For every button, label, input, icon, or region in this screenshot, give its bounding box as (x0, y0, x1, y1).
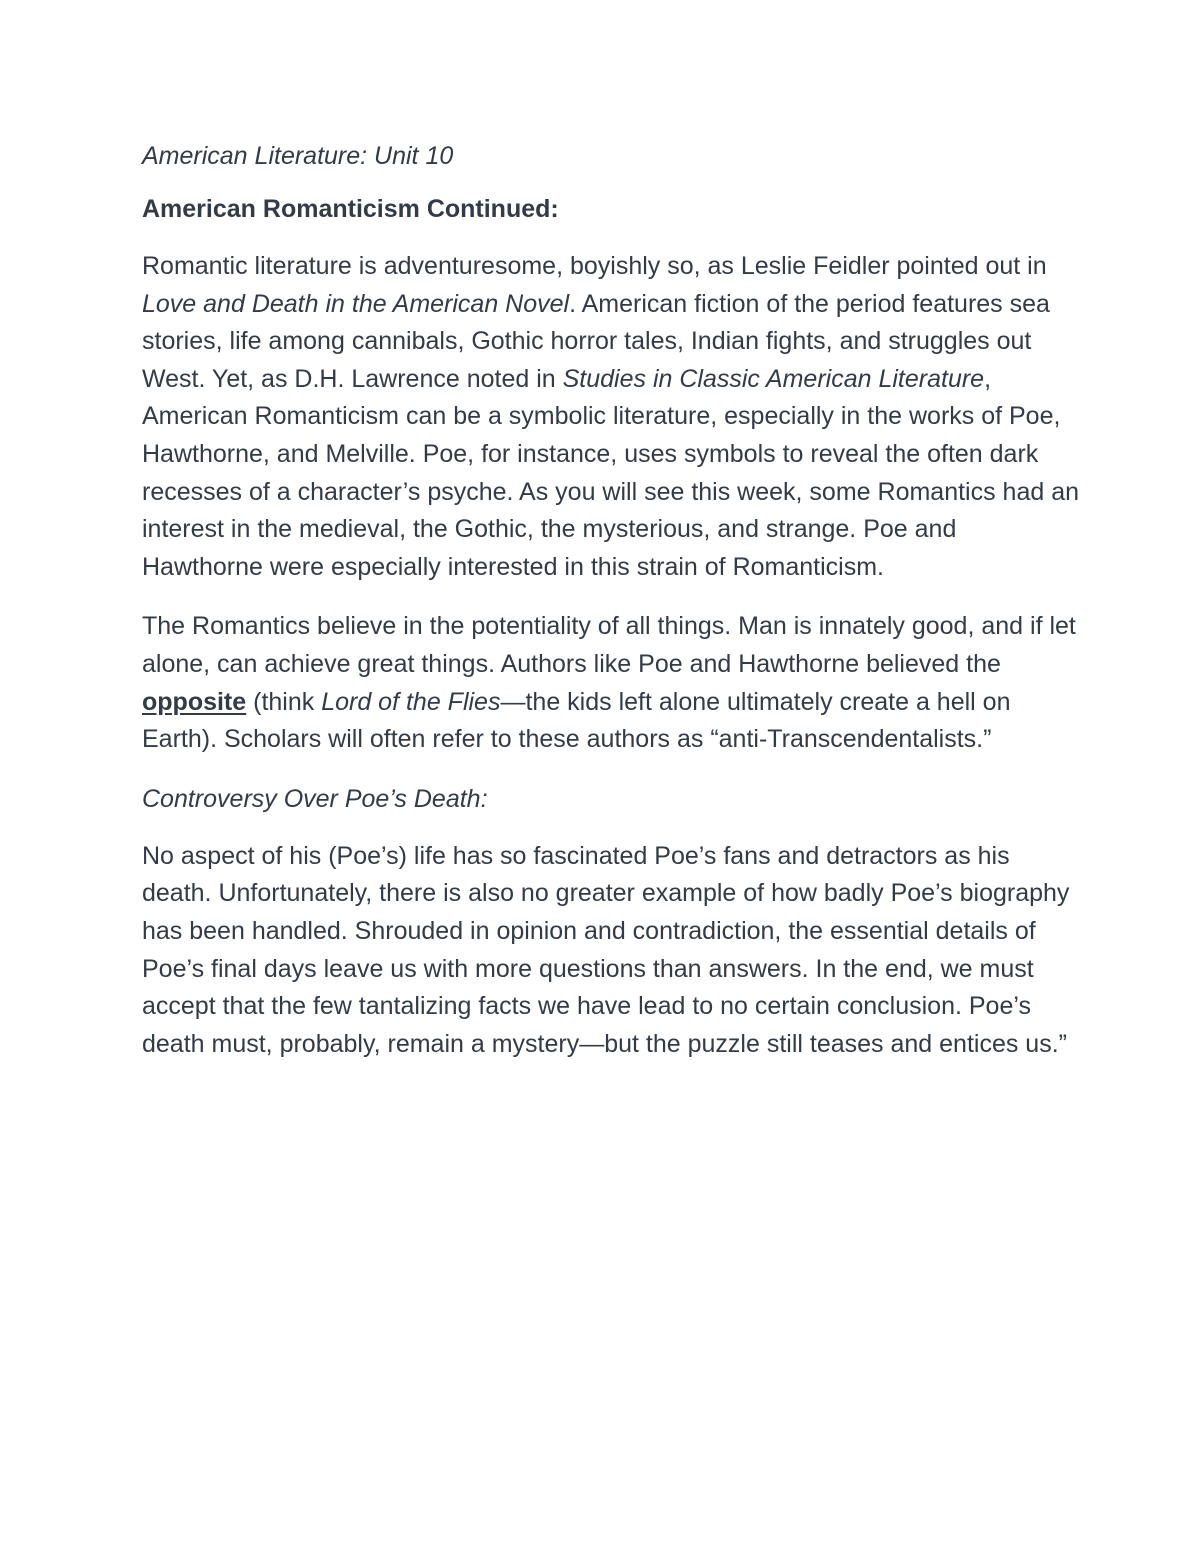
paragraph-poe-death: No aspect of his (Poe’s) life has so fascinated Poe’s fans and detractors as his death. Unfortunately, there is also no greater example of how badly Poe’s biography has been handled. Shrouded in opinion and contradiction, the essential details of Poe’s final days leave us with more questions than answers. In the end, we must accept that the few tantalizing facts we have lead to no certain conclusion. Poe’s death must, probably, remain a mystery—but the puzzle still teases and entices us.” (142, 841, 1070, 1058)
book-title-studies-in-classic: Studies in Classic American Literature (562, 364, 985, 393)
paragraph-romantics-belief (142, 608, 1082, 758)
paragraph-text: The Romantics believe in the potentiality of all things. Man is innately good, and if let alone, can achieve great things. Authors like Poe and Hawthorne believed the (142, 612, 1076, 678)
unit-title: American Literature: Unit 10 (142, 142, 454, 170)
paragraph-text: . American fiction of the period features sea stories, life among cannibals, Gothic horror tales, Indian fights, and struggles out West. Yet, as D.H. Lawrence noted in (142, 289, 1050, 393)
paragraph-text: Romantic literature is adventuresome, boyishly so, as Leslie Feidler pointed out in (142, 252, 1047, 280)
opposite-link[interactable]: opposite (142, 687, 247, 716)
book-title-love-and-death: Love and Death in the American Novel (142, 289, 570, 318)
paragraph-text: —the kids left alone ultimately create a hell on Earth). Scholars will often refer to these authors as “anti-Transcendentalists.” (142, 687, 1011, 754)
book-title-lord-of-the-flies: Lord of the Flies (321, 687, 501, 716)
document-page (142, 138, 1082, 1085)
paragraph-romantic-literature (142, 248, 1082, 586)
paragraph-text: , American Romanticism can be a symbolic literature, especially in the works of Poe, Hawthorne, and Melville. Poe, for instance, uses symbols to reveal the often dark recesses of a character’s psyche. As you will see this week, some Romantics had an interest in the medieval, the Gothic, the mysterious, and strange. Poe and Hawthorne were especially interested in this strain of Romanticism. (142, 364, 1080, 581)
section-heading: American Romanticism Continued: (142, 195, 559, 223)
subheading-poe-death: Controversy Over Poe’s Death: (142, 784, 488, 813)
paragraph-text: (think (246, 687, 322, 716)
